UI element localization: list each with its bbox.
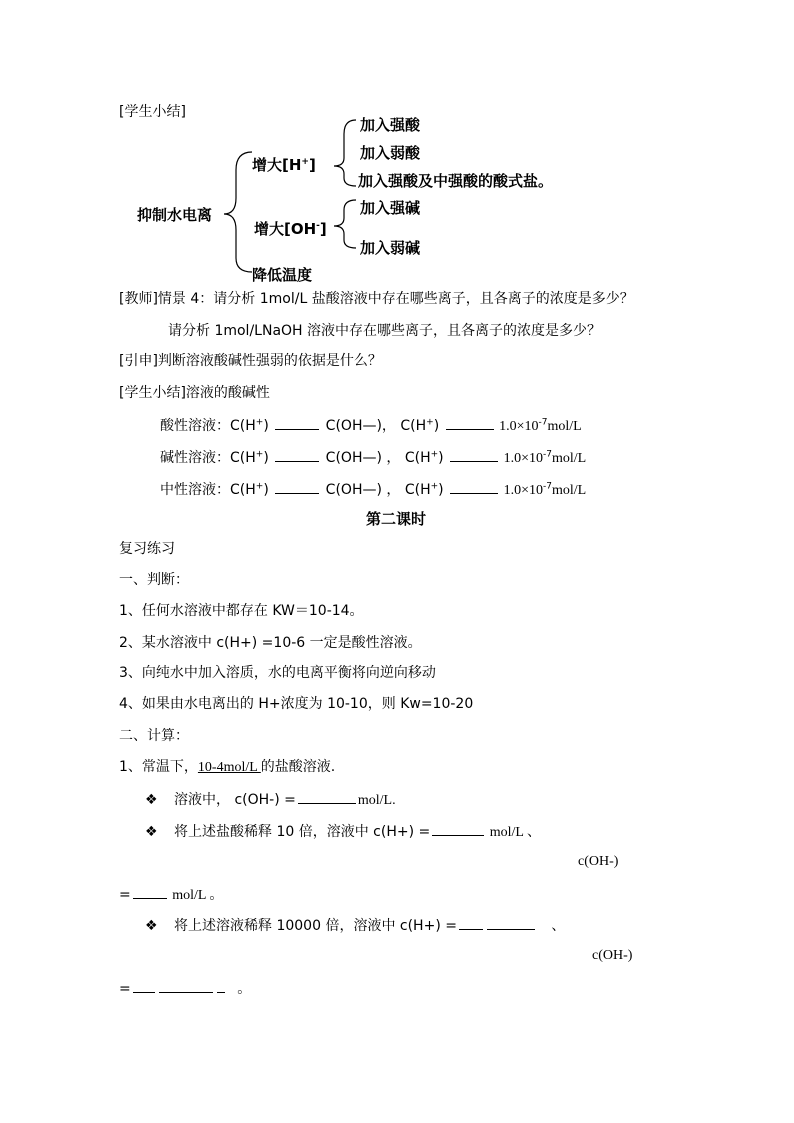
- h-item-3: 加入强酸及中强酸的酸式盐。: [358, 172, 554, 190]
- judge-header: 一、判断：: [119, 572, 189, 588]
- blank[interactable]: [159, 980, 213, 993]
- blank[interactable]: [450, 481, 498, 494]
- review-heading: 复习练习: [119, 541, 175, 557]
- main-brace: [224, 152, 252, 272]
- blank[interactable]: [133, 980, 155, 993]
- judge-item-1: 1、任何水溶液中都存在 KW＝10-14。: [119, 603, 364, 619]
- blank[interactable]: [275, 481, 319, 494]
- blank[interactable]: [459, 917, 483, 930]
- diagram-header: [学生小结]: [119, 104, 186, 120]
- judge-item-2: 2、某水溶液中 c(H+) =10-6 一定是酸性溶液。: [119, 635, 422, 651]
- blank[interactable]: [446, 417, 494, 430]
- blank[interactable]: [487, 917, 535, 930]
- base-row: 碱性溶液：C(H+) C(OH—) ， C(H+) $1.0\times 10^{-7}mol/L$: [160, 449, 587, 466]
- neutral-row: 中性溶液：C(H+) C(OH—) ， C(H+) $1.0\times 10^{-7}mol/L$: [160, 481, 587, 498]
- blank[interactable]: [275, 449, 319, 462]
- bullet-2-oh: c(OH-): [578, 854, 619, 869]
- bullet-3-oh: c(OH-): [592, 948, 633, 963]
- bullet-3: ❖ 将上述溶液稀释 10000 倍，溶液中 c(H+) = 、: [145, 918, 566, 934]
- calc-item-1: 1、常温下，10-4mol/L 的盐酸溶液.: [119, 759, 336, 775]
- blank[interactable]: [133, 886, 167, 899]
- diamond-bullet-icon: ❖: [145, 824, 158, 840]
- oh-item-1: 加入强碱: [360, 199, 421, 217]
- teacher-line-1: [教师]情景 4：请分析 1mol/L 盐酸溶液中存在哪些离子，且各离子的浓度是多少？: [119, 291, 634, 307]
- lower-temperature: 降低温度: [252, 266, 313, 284]
- blank[interactable]: [450, 449, 498, 462]
- h-item-2: 加入弱酸: [360, 144, 421, 162]
- oh-item-2: 加入弱碱: [360, 239, 421, 257]
- intro-question: [引申]判断溶液酸碱性强弱的依据是什么？: [119, 353, 382, 369]
- blank[interactable]: [275, 417, 319, 430]
- oh-brace: [334, 200, 356, 248]
- summary-header: [学生小结]溶液的酸碱性: [119, 385, 270, 401]
- h-brace: [334, 120, 356, 186]
- lesson-2-title: 第二课时: [366, 510, 427, 528]
- teacher-line-2: 请分析 1mol/LNaOH 溶液中存在哪些离子，且各离子的浓度是多少？: [168, 323, 602, 339]
- bullet-2-continuation: = mol/L 。: [119, 887, 224, 903]
- diamond-bullet-icon: ❖: [145, 792, 158, 808]
- calc-header: 二、计算：: [119, 728, 189, 744]
- bullet-2: ❖ 将上述盐酸稀释 10 倍，溶液中 c(H+) = mol/L 、: [145, 824, 541, 840]
- judge-item-4: 4、如果由水电离出的 H+浓度为 10-10，则 Kw=10-20: [119, 696, 474, 712]
- diamond-bullet-icon: ❖: [145, 918, 158, 934]
- h-item-1: 加入强酸: [360, 116, 421, 134]
- diagram-root: 抑制水电离: [137, 206, 213, 224]
- bullet-3-continuation: = 。: [119, 981, 252, 997]
- blank[interactable]: [217, 980, 225, 993]
- acid-row: 酸性溶液：C(H+) C(OH—)， C(H+) $1.0\times 10^{-7}mol/L$: [160, 417, 582, 434]
- blank[interactable]: [298, 791, 356, 804]
- bullet-1: ❖ 溶液中， c(OH-) = mol/L.: [145, 792, 396, 808]
- blank[interactable]: [432, 823, 484, 836]
- oh-label: 增大[OH-]: [254, 220, 327, 238]
- judge-item-3: 3、向纯水中加入溶质，水的电离平衡将向逆向移动: [119, 665, 436, 681]
- h-label: 增大[H+]: [252, 156, 316, 174]
